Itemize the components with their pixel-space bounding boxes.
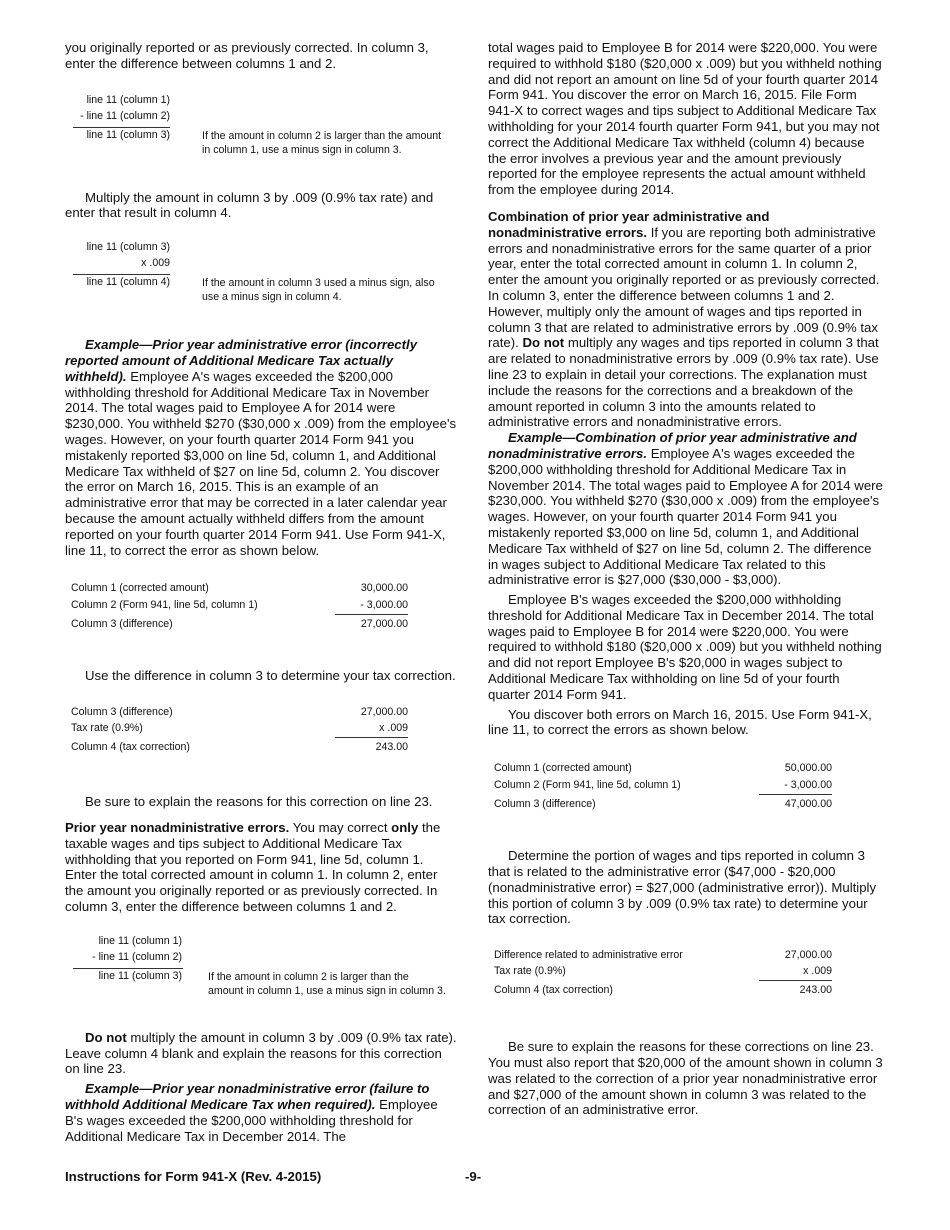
diagram-line-col3: line 11 (column 3)	[98, 969, 182, 982]
example-combination	[488, 430, 884, 588]
example-body: Employee B's wages exceeded the $200,000 withholding threshold for Additional Medicare Tax in December 2014. The	[65, 1096, 438, 1144]
line11-diagram-subtraction	[65, 92, 457, 162]
do-not-multiply-paragraph	[65, 1030, 457, 1077]
calc-label: Column 1 (corrected amount)	[494, 762, 632, 775]
diagram-rule	[73, 127, 170, 128]
calc-label: Column 1 (corrected amount)	[71, 582, 209, 595]
calc-table-admin-portion	[488, 947, 884, 1005]
example-admin-error	[65, 337, 457, 558]
combination-text: If you are reporting both administrative errors and nonadministrative errors for the same quarter of a prior year, enter the total corrected amount in column 1. In column 2, enter the amount you originally reported or as previously corrected. In column 3, enter the difference between columns 1 and 2. However, multiply only the amount of wages and tips reported in column 3 that are related to administrative errors by .009 (0.9% tax rate).	[488, 224, 880, 351]
calc-table-combination	[488, 760, 884, 818]
diagram-rate: x .009	[141, 257, 170, 270]
calc-table-tax	[65, 704, 457, 762]
calc-rule	[759, 980, 832, 981]
calc-value: x .009	[803, 965, 832, 978]
diagram-note-line1: If the amount in column 3 used a minus sign, also	[202, 277, 435, 290]
calc-table-admin	[65, 580, 457, 638]
example-body: Employee A's wages exceeded the $200,000 withholding threshold for Additional Medicare Tax in November 2014. The total wages paid to Employee A for 2014 were $230,000. You withheld $270 ($30,000 x .009) from the employee's wages. However, on your fourth quarter 2014 Form 941 you mistakenly reported $3,000 on line 5d, column 1, and Additional Medicare Tax withheld of $27 on line 5d, column 2. You discover the error on March 16, 2015. This is an example of an administrative error that may be corrected in a later calendar year because the amount actually withheld differs from the amount reported on your fourth quarter 2014 Form 941. Use Form 941-X, line 11, to correct the error as shown below.	[65, 368, 457, 558]
line11-diagram-nonadmin	[65, 933, 457, 1005]
diagram-line-col3: line 11 (column 3)	[86, 128, 170, 141]
calc-value: - 3,000.00	[360, 599, 408, 612]
calc-label: Column 4 (tax correction)	[494, 984, 613, 997]
be-sure-paragraph: Be sure to explain the reasons for this correction on line 23.	[85, 794, 433, 810]
diagram-line-col1: line 11 (column 1)	[98, 934, 182, 947]
example-heading: Example—Prior year nonadministrative error (failure to withhold Additional Medicare Tax when required).	[65, 1081, 430, 1112]
diagram-note-line2: in column 1, use a minus sign in column 3.	[202, 143, 402, 156]
calc-label: Column 3 (difference)	[71, 618, 173, 631]
calc-value: 243.00	[375, 741, 408, 754]
footer-page-number: -9-	[465, 1169, 482, 1184]
emphasis-do-not: Do not	[85, 1029, 127, 1045]
nonadmin-heading: Prior year nonadministrative errors.	[65, 819, 290, 835]
employee-b-paragraph: Employee B's wages exceeded the $200,000 withholding threshold for Additional Medicare Tax in December 2014. The total wages paid to Employee B for 2014 were $220,000. You were required to withhold $180 ($20,000 x .009) but you withheld nothing and did not report Employee B's $20,000 in wages subject to Additional Medicare Tax withholding on line 5d of your fourth quarter 2014 Form 941.	[488, 592, 882, 702]
diagram-line-col1: line 11 (column 1)	[86, 93, 170, 106]
calc-value: 27,000.00	[360, 618, 408, 631]
calc-value: 47,000.00	[784, 798, 832, 811]
diagram-rule	[73, 274, 170, 275]
do-not-text: multiply the amount in column 3 by .009 (0.9% tax rate). Leave column 4 blank and explain the reasons for this correction on line 23.	[65, 1029, 457, 1077]
combination-text: multiply any wages and tips reported in column 3 that are related to nonadministrative errors by .009 (0.9% tax rate). Use line 23 to explain in detail your corrections. The explanation must include the reasons for the corrections and a breakdown of the amount reported in column 3 into the amounts related to administrative errors and nonadministrative errors.	[488, 335, 879, 430]
example-nonadmin-error	[65, 1081, 457, 1144]
determine-portion-paragraph: Determine the portion of wages and tips reported in column 3 that is related to the administrative error ($47,000 - $20,000 (nonadministrative error) = $27,000 (administrative error)). Multiply this portion of column 3 by .009 (0.9% tax rate) to determine your tax correction.	[488, 848, 877, 927]
continuation-paragraph: total wages paid to Employee B for 2014 were $220,000. You were required to withhold $180 ($20,000 x .009) but you withheld nothing and did not report an amount on line 5d of your fourth quarter 2014 Form 941. You discover the error on March 16, 2015. File Form 941-X to correct wages and tips subject to Additional Medicare Tax withholding for your 2014 fourth quarter Form 941, but you may not correct the Additional Medicare Tax withheld (column 4) because the error involves a previous year and the amount previously reported for the employee represents the actual amount withheld from the employee during 2014.	[488, 40, 882, 198]
calc-value: 27,000.00	[360, 706, 408, 719]
left-column	[65, 40, 457, 1144]
calc-label: Column 3 (difference)	[494, 798, 596, 811]
line11-diagram-multiplication	[65, 239, 457, 309]
emphasis-do-not: Do not	[522, 335, 565, 351]
diagram-line-col3: line 11 (column 3)	[86, 241, 170, 254]
discover-paragraph: You discover both errors on March 16, 2015. Use Form 941-X, line 11, to correct the errors as shown below.	[488, 706, 872, 738]
calc-label: Column 4 (tax correction)	[71, 741, 190, 754]
diagram-line-col2: - line 11 (column 2)	[80, 109, 170, 122]
calc-label: Difference related to administrative error	[494, 949, 683, 962]
calc-label: Tax rate (0.9%)	[494, 965, 566, 978]
calc-label: Column 2 (Form 941, line 5d, column 1)	[71, 599, 258, 612]
calc-value: 243.00	[799, 984, 832, 997]
example-heading: Example—Prior year administrative error (incorrectly reported amount of Additional Medicare Tax actually withheld).	[65, 337, 418, 384]
calc-label: Column 2 (Form 941, line 5d, column 1)	[494, 779, 681, 792]
calc-label: Tax rate (0.9%)	[71, 722, 143, 735]
example-body: Employee A's wages exceeded the $200,000 withholding threshold for Additional Medicare Tax in November 2014. The total wages paid to Employee A for 2014 were $230,000. You withheld $270 ($30,000 x .009) from the employee's wages. However, on your fourth quarter 2014 Form 941 you mistakenly reported $3,000 on line 5d, column 1, and Additional Medicare Tax withheld of $27 on line 5d, column 2. The difference in wages subject to Additional Medicare Tax related to this administrative error is $27,000 ($30,000 - $3,000).	[488, 445, 883, 588]
calc-rule	[335, 614, 408, 615]
footer-form-title: Instructions for Form 941-X (Rev. 4-2015)	[65, 1169, 322, 1184]
nonadmin-errors-paragraph	[65, 820, 457, 915]
right-column	[488, 40, 884, 1118]
calc-value: 27,000.00	[784, 949, 832, 962]
diagram-note-line2: amount in column 1, use a minus sign in column 3.	[208, 984, 446, 997]
intro-paragraph: you originally reported or as previously corrected. In column 3, enter the difference between columns 1 and 2.	[65, 40, 429, 71]
multiply-paragraph: Multiply the amount in column 3 by .009 (0.9% tax rate) and enter that result in column 4.	[65, 189, 434, 221]
nonadmin-text: the taxable wages and tips subject to Additional Medicare Tax withholding that you reported on Form 941, line 5d, column 1. Enter the total corrected amount in column 1. In column 2, enter the amount you originally reported or as previously corrected. In column 3, enter the difference between columns 1 and 2.	[65, 819, 441, 914]
calc-value: 50,000.00	[784, 762, 832, 775]
diagram-rule	[73, 968, 183, 969]
calc-value: - 3,000.00	[784, 779, 832, 792]
diagram-note-line2: use a minus sign in column 4.	[202, 291, 342, 304]
calc-rule	[335, 737, 408, 738]
nonadmin-text: You may correct	[289, 819, 392, 835]
calc-rule	[759, 794, 832, 795]
use-difference-paragraph: Use the difference in column 3 to determine your tax correction.	[85, 668, 456, 684]
combination-heading: Combination of prior year administrative and nonadministrative errors.	[488, 208, 770, 240]
emphasis-only: only	[391, 819, 419, 835]
diagram-line-col2: - line 11 (column 2)	[92, 950, 182, 963]
calc-value: x .009	[379, 722, 408, 735]
diagram-line-col4: line 11 (column 4)	[86, 276, 170, 289]
final-explanation-paragraph: Be sure to explain the reasons for these corrections on line 23. You must also report that $20,000 of the amount shown in column 3 was related to the correction of a prior year nonadministrative error and $27,000 of the amount shown in column 3 was related to the correction of an administrative error.	[488, 1039, 883, 1118]
calc-label: Column 3 (difference)	[71, 706, 173, 719]
combination-paragraph	[488, 209, 884, 430]
diagram-note-line1: If the amount in column 2 is larger than the	[208, 970, 409, 983]
calc-value: 30,000.00	[360, 582, 408, 595]
example-heading: Example—Combination of prior year administrative and nonadministrative errors.	[488, 430, 857, 461]
diagram-note-line1: If the amount in column 2 is larger than the amount	[202, 129, 442, 142]
